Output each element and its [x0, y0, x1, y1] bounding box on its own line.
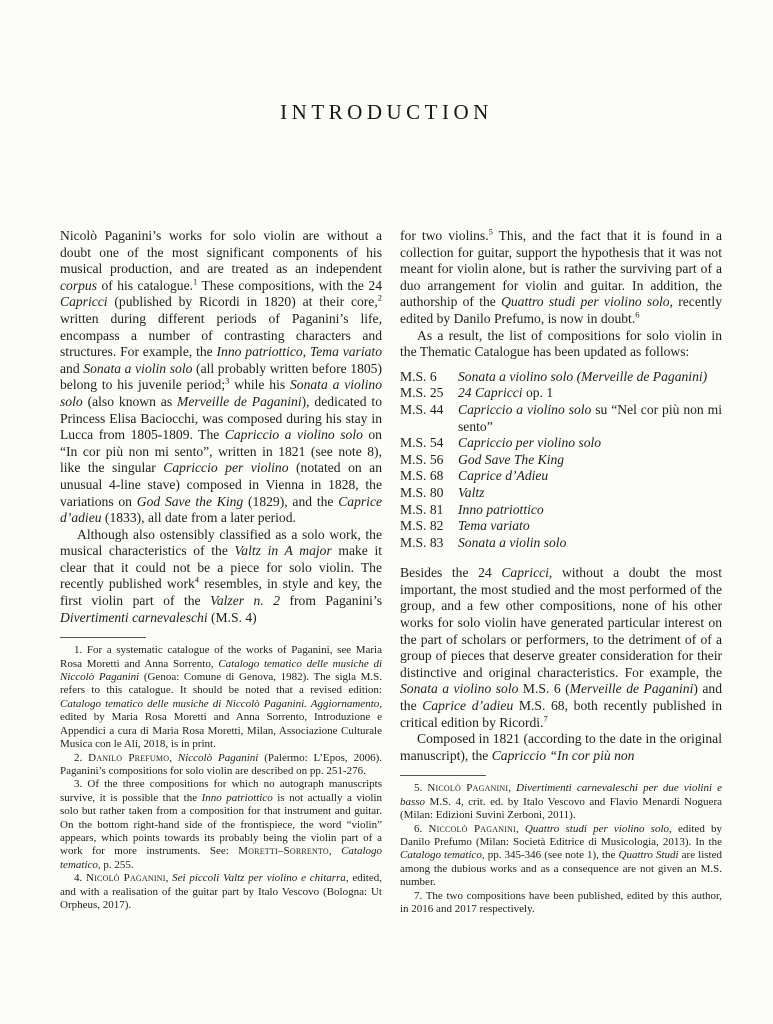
body-paragraph: Besides the 24 Capricci, without a doubt the most important, the most studied and the most performed of the group, and a few other compositions, none of his other works for solo violin have generated particular interest on the part of scholars or performers, to the detriment of of a group of pieces that deserve greater consideration for their distinctive and original characteristics. For example, the Sonata a violino solo M.S. 6 (Merveille de Paganini) and the Caprice d’adieu M.S. 68, both recently published in critical edition by Ricordi.$^7$ [400, 565, 722, 730]
catalogue-ms-number: M.S. 44 [400, 401, 444, 417]
catalogue-row [400, 402, 722, 435]
body-paragraph: for two violins.$^5$ This, and the fact that it is found in a collection for guitar, support the hypothesis that it was not meant for violin alone, but is rather the surviving part of a duo arrangement for violin and guitar. In addition, the authorship of the Quattro studi per violino solo, recently edited by Danilo Prefumo, is now in doubt.$^6$ [400, 226, 722, 326]
footnote-item: 7. The two compositions have been published, edited by this author, in 2016 and 2017 respectively. [400, 889, 722, 916]
footnote-item: 5. Nicolò Paganini, Divertimenti carnevaleschi per due violini e basso M.S. 4, crit. ed. by Italo Vescovo and Flavio Menardi Noguera (Milan: Edizioni Suvini Zerboni, 2011). [400, 782, 723, 822]
body-paragraph: Composed in 1821 (according to the date in the original manuscript), the Capriccio “In cor più non [400, 731, 722, 763]
two-column-text [60, 228, 722, 916]
right-column-body [400, 228, 722, 764]
catalogue-row [400, 502, 722, 519]
catalogue-work-title: Inno patriottico [458, 501, 544, 517]
footnote-item: 3. Of the three compositions for which no autograph manuscripts survive, it is possible that the Inno patriottico is not actually a violin solo but rather taken from a composition for that instrument and guitar. On the bottom right-hand side of the frontispiece, the word “violin” appears, which points towards its probably being the violin part of a work for more instruments. See: Moretti–Sorrento, Catalogo tematico, p. 255. [60, 778, 383, 871]
catalogue-work-title: Capriccio per violino solo [458, 435, 602, 451]
catalogue-ms-number: M.S. 83 [400, 534, 444, 550]
footnote-separator-rule [400, 775, 486, 776]
catalogue-ms-number: M.S. 54 [400, 435, 444, 451]
body-paragraph: Nicolò Paganini’s works for solo violin are without a doubt one of the most significant components of his musical production, and are treated as an independent corpus of his catalogue.$^1$ These compositions, with the 24 Capricci (published by Ricordi in 1820) at their core,$^2$ written during different periods of Paganini’s life, encompass a number of contrasting characters and structures. For example, the Inno patriottico, Tema variato and Sonata a violin solo (all probably written before 1805) belong to his juvenile period;$^3$ while his Sonata a violino solo (also known as Merveille de Paganini), dedicated to Princess Elisa Baciocchi, was composed during his stay in Lucca from 1805-1809. The Capriccio a violino solo on “In cor più non mi sento”, written in 1821 (see note 8), like the singular Capriccio per violino (notated on an unusual 4-line stave) composed in Vienna in 1828, the variations on God Save the King (1829), and the Caprice d’adieu (1833), all date from a later period. [60, 228, 383, 526]
footnote-item: 2. Danilo Prefumo, Niccolò Paganini (Palermo: L’Epos, 2006). Paganini’s compositions for solo violin are described on pp. 251-276. [60, 751, 382, 777]
right-footnotes [400, 782, 722, 916]
catalogue-work-title: Sonata a violino solo (Merveille de Paganini) [458, 368, 708, 384]
left-footnotes [60, 644, 382, 912]
catalogue-row [400, 468, 722, 485]
catalogue-ms-number: M.S. 81 [400, 501, 444, 517]
body-paragraph: Although also ostensibly classified as a solo work, the musical characteristics of the Valtz in A major make it clear that it could not be a piece for solo violin. The recently published work$^4$ resembles, in style and key, the first violin part of the Valzer n. 2 from Paganini’s Divertimenti carnevaleschi (M.S. 4) [60, 526, 383, 625]
footnote-separator-rule [60, 637, 146, 638]
catalogue-row [400, 385, 722, 402]
catalogue-ms-number: M.S. 80 [400, 484, 444, 500]
footnote-item: 4. Nicolò Paganini, Sei piccoli Valtz per violino e chitarra, edited, and with a realisation of the guitar part by Italo Vescovo (Bologna: Ut Orpheus, 2017). [60, 872, 382, 911]
footnote-item: 1. For a systematic catalogue of the works of Paganini, see Maria Rosa Moretti and Anna Sorrento, Catalogo tematico delle musiche di Niccolò Paganini (Genoa: Comune di Genova, 1982). The sigla M.S. refers to this catalogue. It should be noted that a revised edition: Catalogo tematico delle musiche di Niccolò Paganini. Aggiornamento, edited by Maria Rosa Moretti and Anna Sorrento, Introduzione e Appendici a cura di Maria Rosa Moretti, Milan, Associazione Culturale Musica con le Ali, 2018, is in print. [60, 644, 383, 751]
catalogue-work-title: Valtz [458, 484, 485, 500]
catalogue-row [400, 435, 722, 452]
catalogue-row [400, 485, 722, 502]
catalogue-work-title: Capriccio a violino solo su “Nel cor più non mi sento” [458, 401, 722, 434]
catalogue-ms-number: M.S. 68 [400, 468, 444, 484]
catalogue-ms-number: M.S. 56 [400, 451, 444, 467]
catalogue-row [400, 535, 722, 552]
catalogue-work-title: Tema variato [458, 518, 530, 534]
catalogue-work-title: 24 Capricci op. 1 [458, 385, 554, 401]
left-column [60, 228, 382, 916]
body-paragraph: As a result, the list of compositions for solo violin in the Thematic Catalogue has been updated as follows: [400, 327, 722, 360]
catalogue-row [400, 452, 722, 469]
footnote-item: 6. Niccolò Paganini, Quattro studi per violino solo, edited by Danilo Prefumo (Milan: Società Editrice di Musicologia, 2013). In the Catalogo tematico, pp. 345-346 (see note 1), the Quattro Studi are listed among the dubious works and as a consequence are not given an M.S. number. [400, 822, 723, 889]
catalogue-work-title: God Save The King [458, 451, 565, 467]
catalogue-ms-number: M.S. 25 [400, 385, 444, 401]
catalogue-row [400, 518, 722, 535]
catalogue-ms-number: M.S. 82 [400, 518, 444, 534]
catalogue-ms-number: M.S. 6 [400, 368, 437, 384]
catalogue-list [400, 369, 722, 552]
left-column-body [60, 228, 382, 626]
right-column [400, 228, 722, 916]
page-title: INTRODUCTION [280, 100, 493, 124]
catalogue-row [400, 369, 722, 386]
catalogue-work-title: Sonata a violin solo [458, 534, 567, 550]
catalogue-work-title: Caprice d’Adieu [458, 468, 549, 484]
